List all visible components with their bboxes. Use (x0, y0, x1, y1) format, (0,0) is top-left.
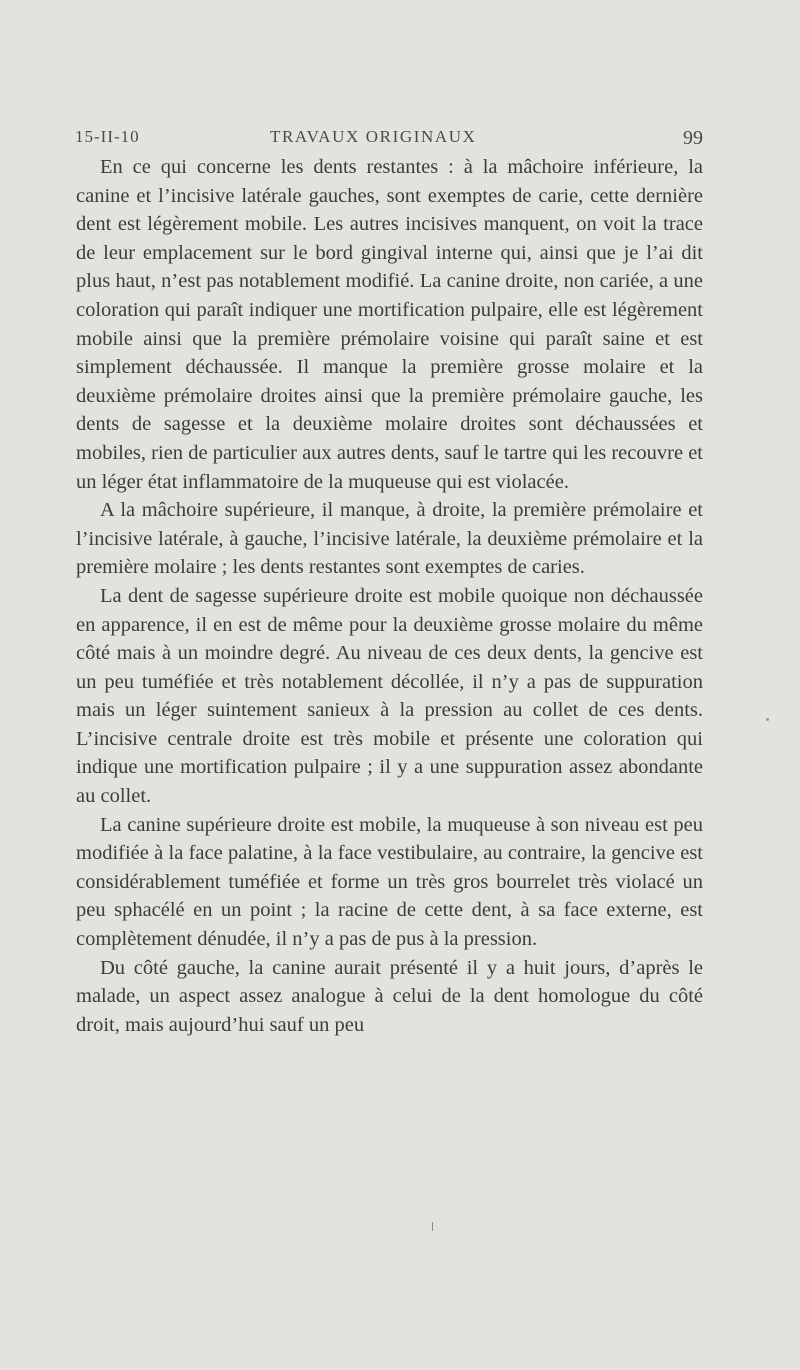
print-speck (766, 718, 769, 721)
running-header (75, 123, 703, 153)
header-title: TRAVAUX ORIGINAUX (270, 127, 477, 146)
paragraph: En ce qui concerne les dents restantes : à la mâchoire inférieure, la canine et l’incisive latérale gauches, sont exemptes de carie, cette dernière dent est légèrement mobile. Les autres incisives manquent, on voit la trace de leur emplacement sur le bord gingival interne qui, ainsi que je l’ai dit plus haut, n’est pas notablement modifié. La canine droite, non cariée, a une coloration qui paraît indiquer une mortification pulpaire, elle est légèrement mobile ainsi que la première prémolaire voisine qui paraît saine et est simplement déchaussée. Il manque la première grosse molaire et la deuxième prémolaire droites ainsi que la première prémolaire gauche, les dents de sagesse et la deuxième molaire droites sont déchaussées et mobiles, rien de particulier aux autres dents, sauf le tartre qui les recouvre et un léger état inflammatoire de la muqueuse qui est violacée. (76, 156, 703, 493)
paragraph: A la mâchoire supérieure, il manque, à droite, la première prémolaire et l’incisive latérale, à gauche, l’incisive latérale, la deuxième prémolaire et la première molaire ; les dents restantes sont exemptes de caries. (76, 499, 703, 579)
paragraph: La dent de sagesse supérieure droite est mobile quoique non déchaussée en apparence, il en est de même pour la deuxième grosse molaire du même côté mais à un moindre degré. Au niveau de ces deux dents, la gencive est un peu tuméfiée et très notablement décollée, il n’y a pas de suppuration mais un léger suintement sanieux à la pression au collet de ces dents. L’incisive centrale droite est très mobile et présente une coloration qui indique une mortification pulpaire ; il y a une suppuration assez abondante au collet. (76, 584, 703, 808)
body-text (76, 153, 703, 1039)
print-speck (432, 1222, 433, 1231)
header-date: 15-II-10 (75, 127, 140, 146)
paragraph: La canine supérieure droite est mobile, la muqueuse à son niveau est peu modifiée à la face palatine, à la face vestibulaire, au contraire, la gencive est considérablement tuméfiée et forme un très gros bourrelet très violacé un peu sphacélé en un point ; la racine de cette dent, à sa face externe, est complètement dénudée, il n’y a pas de pus à la pression. (76, 813, 703, 951)
page-number: 99 (683, 127, 703, 149)
paragraph: Du côté gauche, la canine aurait présenté il y a huit jours, d’après le malade, un aspect assez analogue à celui de la dent homologue du côté droit, mais aujourd’hui sauf un peu (76, 956, 703, 1036)
